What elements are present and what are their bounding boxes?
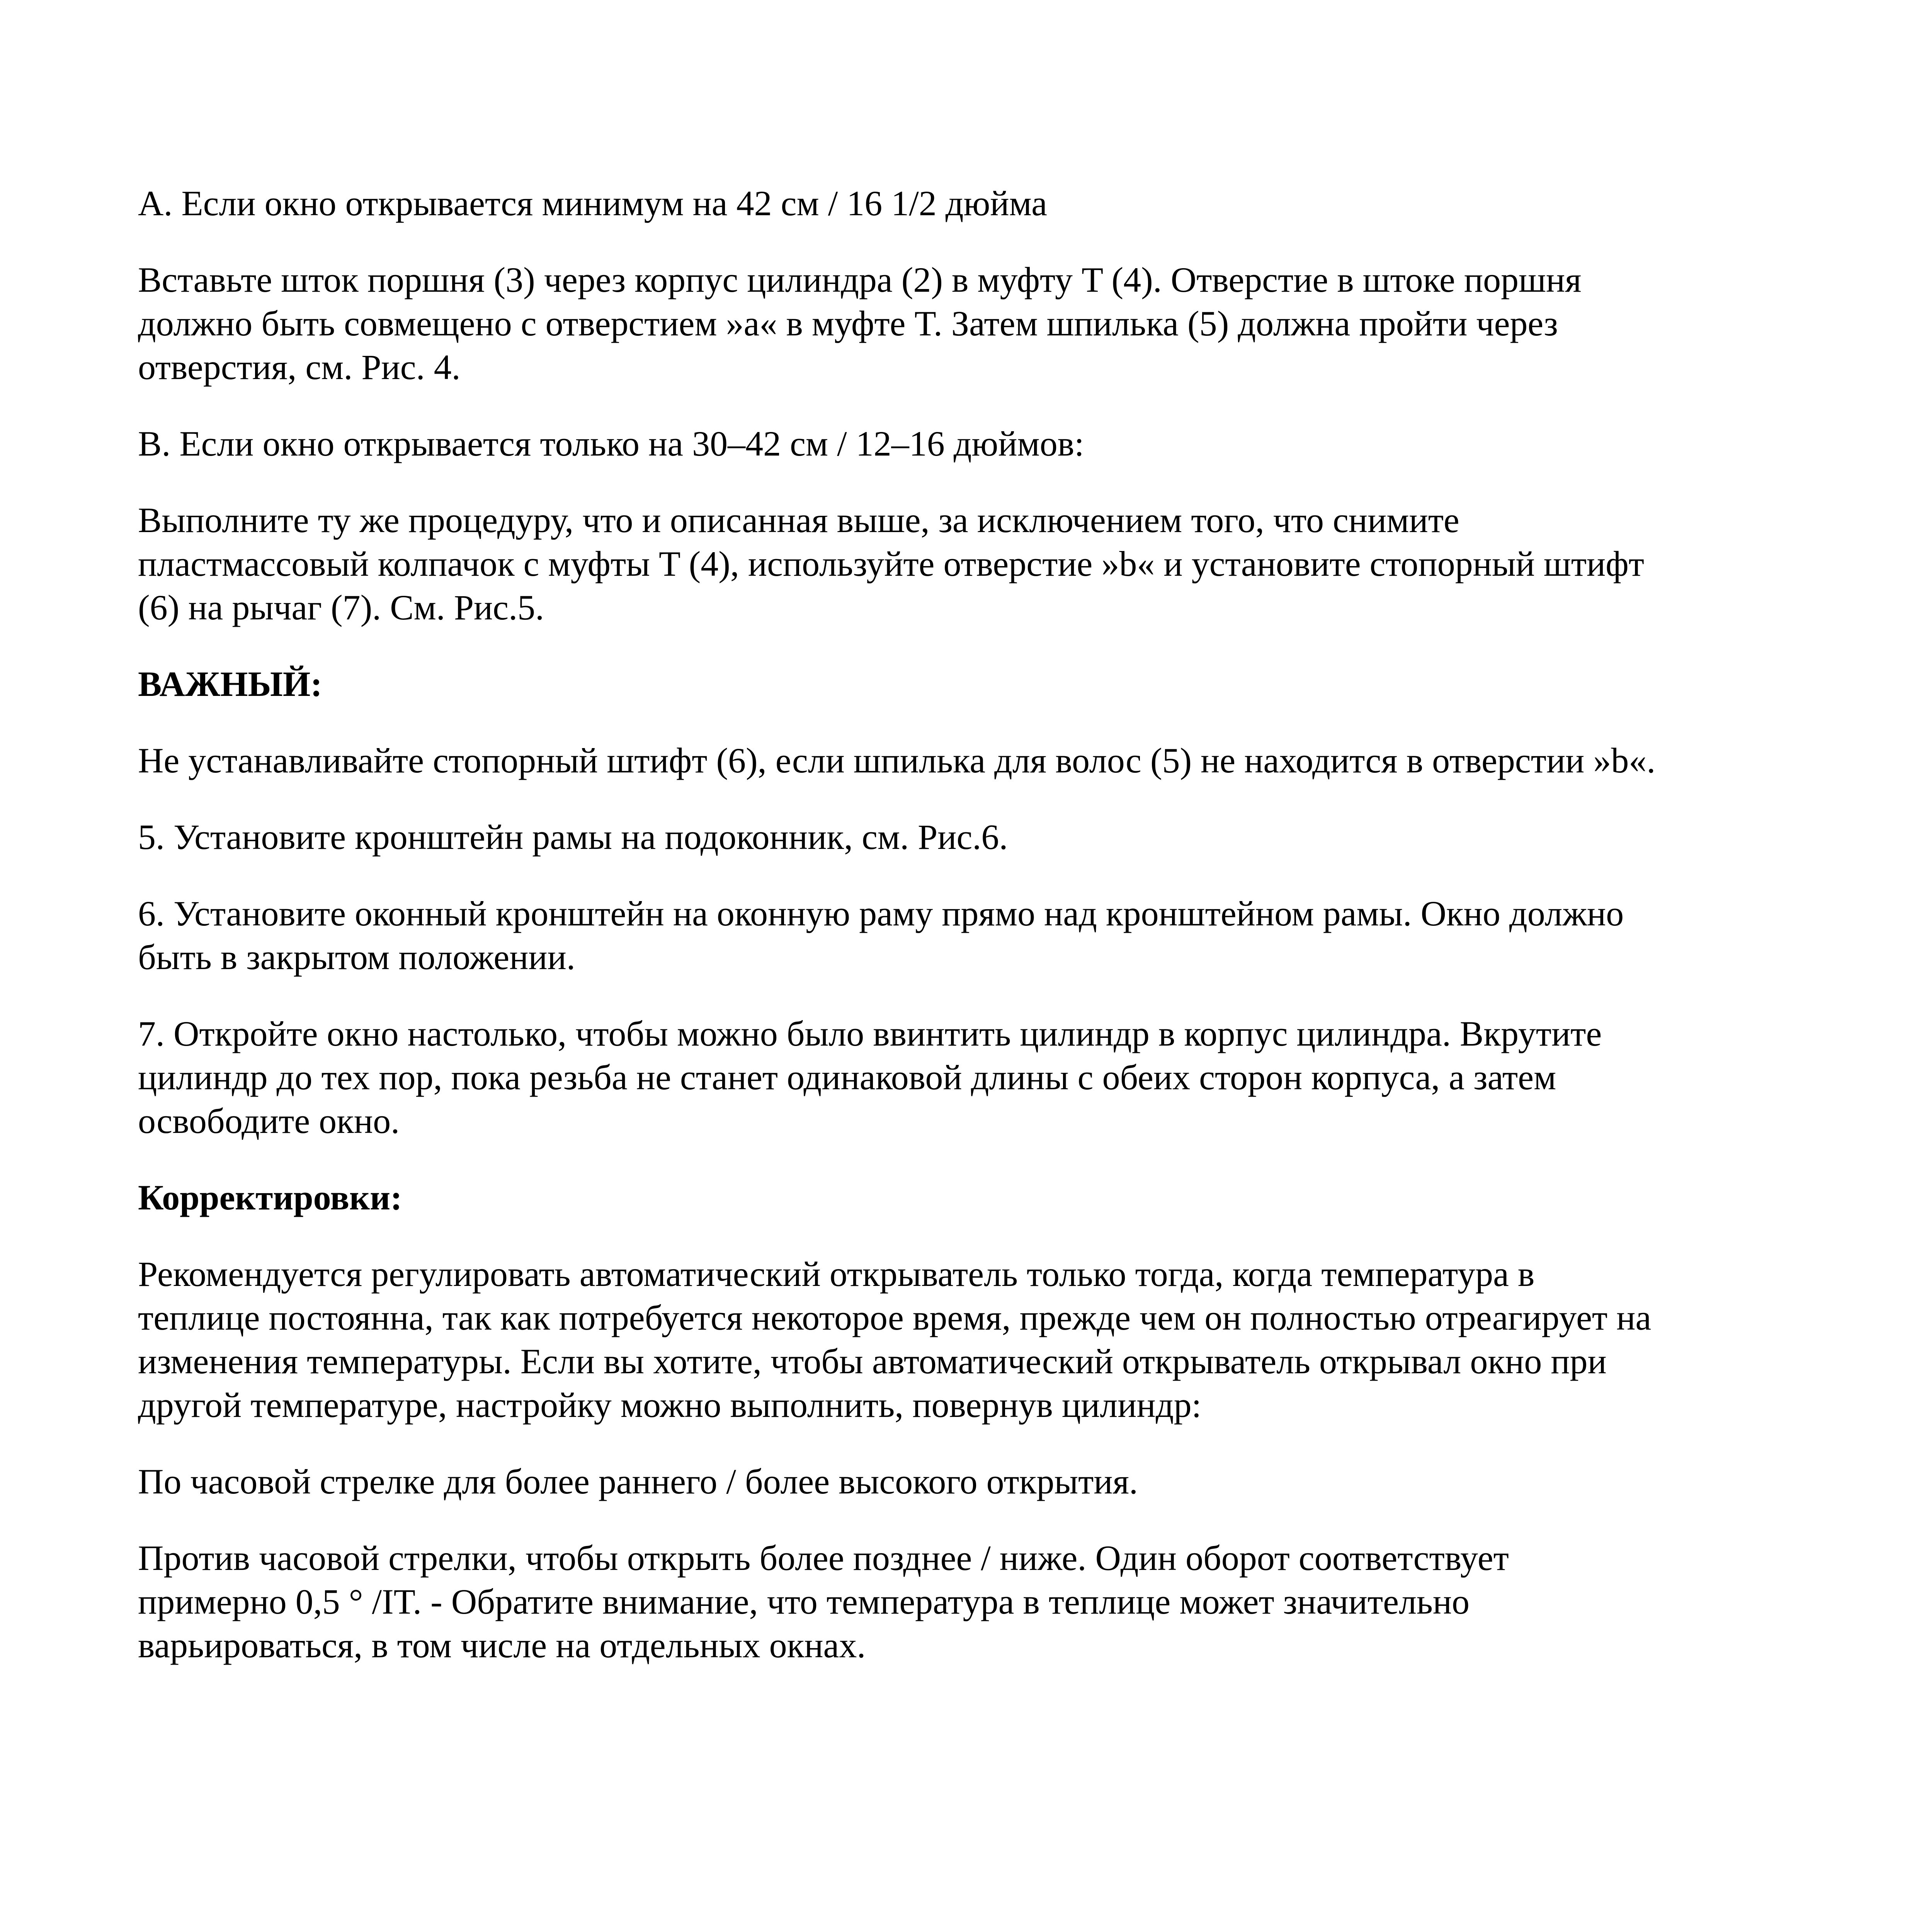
section-b-paragraph: B. Если окно открывается только на 30–42 см / 12–16 дюймов: xyxy=(138,424,1084,463)
step-5-paragraph: 5. Установите кронштейн рамы на подоконник, см. Рис.6. xyxy=(138,817,1008,857)
document-body xyxy=(138,182,1807,1700)
piston-rod-instruction-paragraph: Вставьте шток поршня (3) через корпус цилиндра (2) в муфту T (4). Отверстие в штоке поршня должно быть совмещено с отверстием »a« в муфте T. Затем шпилька (5) должна пройти через отверстия, см. Рис. 4. xyxy=(138,260,1582,387)
section-a-paragraph: A. Если окно открывается минимум на 42 см / 16 1/2 дюйма xyxy=(138,184,1048,223)
procedure-b-paragraph: Выполните ту же процедуру, что и описанная выше, за исключением того, что снимите пластмассовый колпачок с муфты T (4), используйте отверстие »b« и установите стопорный штифт (6) на рычаг (7). См. Рис.5. xyxy=(138,500,1644,627)
adjustments-heading: Корректировки: xyxy=(138,1178,402,1217)
step-6-paragraph: 6. Установите оконный кронштейн на оконную раму прямо над кронштейном рамы. Окно должно быть в закрытом положении. xyxy=(138,894,1624,977)
counterclockwise-paragraph: Против часовой стрелки, чтобы открыть более позднее / ниже. Один оборот соответствует примерно 0,5 ° /IT. - Обратите внимание, что температура в теплице может значительно варьироваться, в том числе на отдельных окнах. xyxy=(138,1538,1509,1665)
adjustments-intro-paragraph: Рекомендуется регулировать автоматический открыватель только тогда, когда температура в теплице постоянна, так как потребуется некоторое время, прежде чем он полностью отреагирует на изменения температуры. Если вы хотите, чтобы автоматический открыватель открывал окно при другой температуре, настройку можно выполнить, повернув цилиндр: xyxy=(138,1254,1652,1425)
clockwise-paragraph: По часовой стрелке для более раннего / более высокого открытия. xyxy=(138,1462,1138,1501)
important-heading: ВАЖНЫЙ: xyxy=(138,664,323,704)
step-7-paragraph: 7. Откройте окно настолько, чтобы можно было ввинтить цилиндр в корпус цилиндра. Вкрутите цилиндр до тех пор, пока резьба не станет одинаковой длины с обеих сторон корпуса, а затем освободите окно. xyxy=(138,1014,1602,1141)
important-note-paragraph: Не устанавливайте стопорный штифт (6), если шпилька для волос (5) не находится в отверстии »b«. xyxy=(138,741,1656,780)
